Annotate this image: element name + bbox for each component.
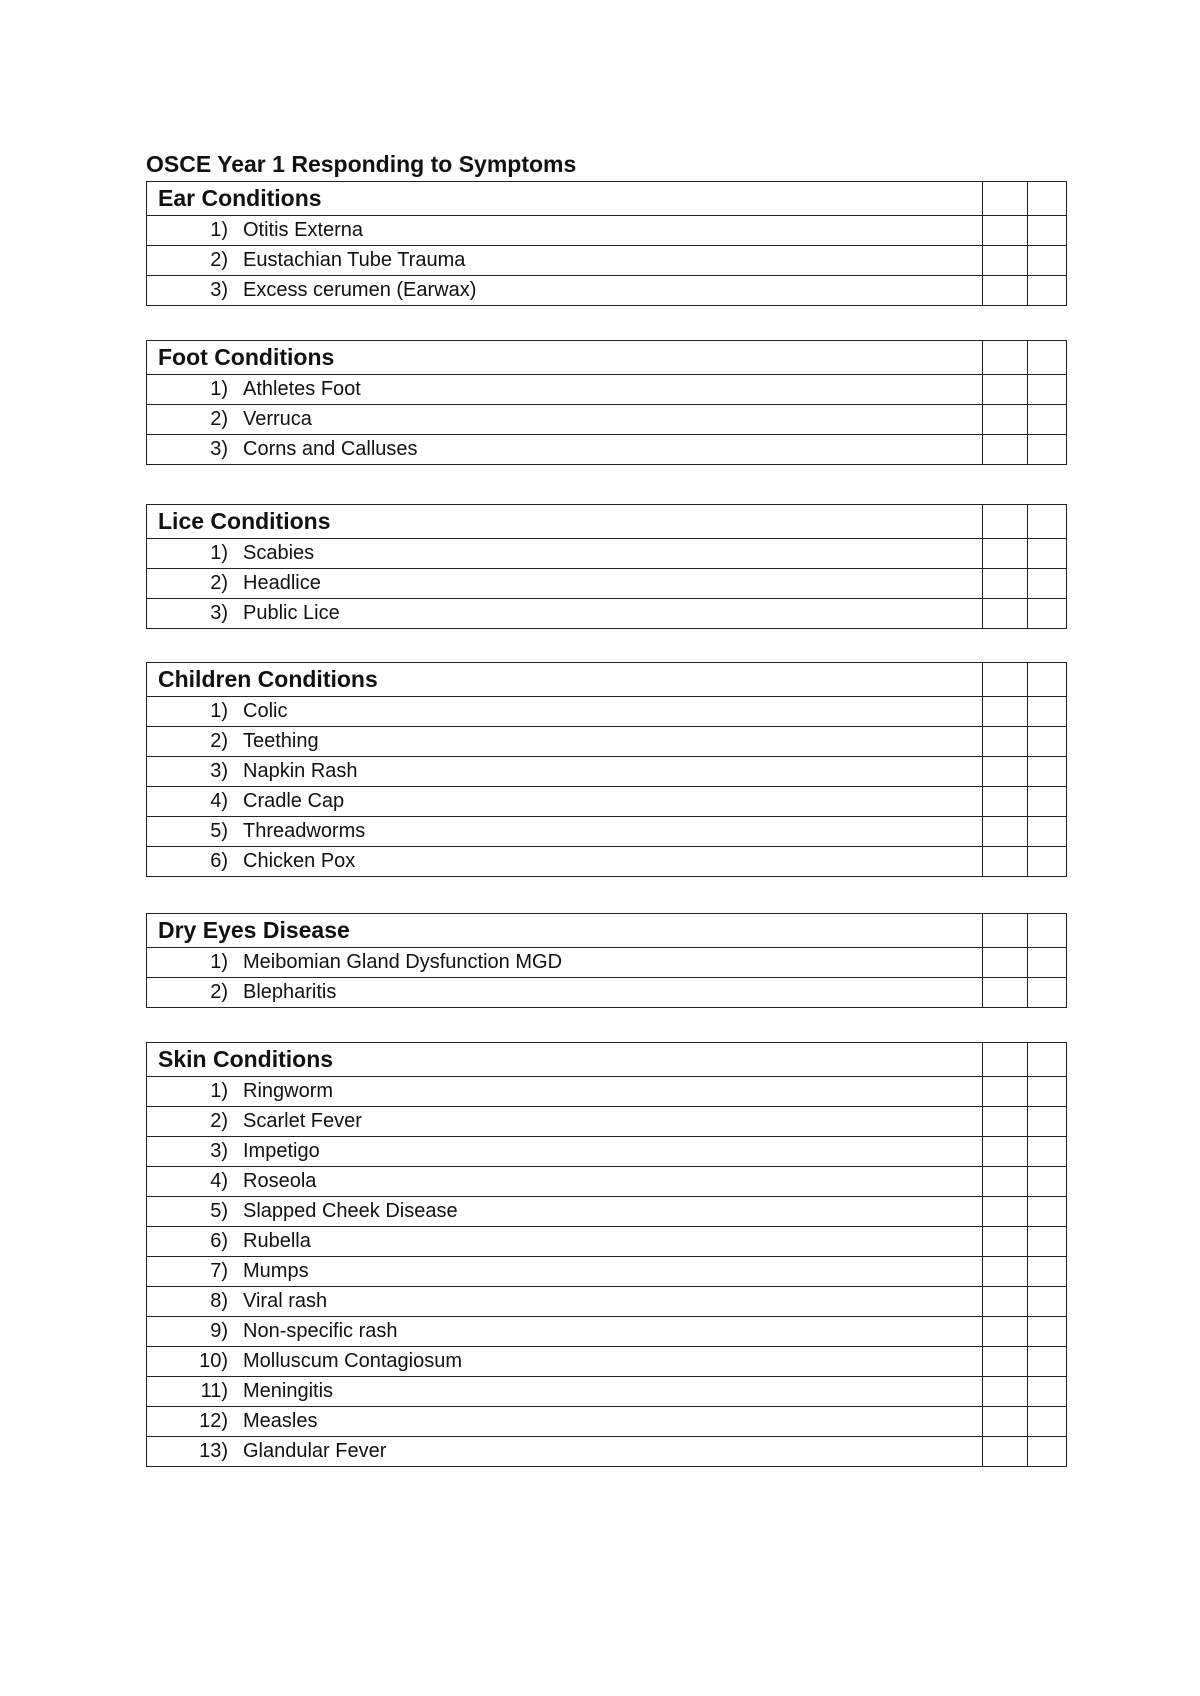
check-box-2[interactable] [1028, 375, 1067, 405]
check-box-1[interactable] [983, 1137, 1028, 1167]
item-cell [147, 978, 983, 1008]
item-label: Eustachian Tube Trauma [243, 249, 466, 271]
checklist-section-table [146, 504, 1067, 629]
item-content [147, 948, 982, 977]
item-label: Headlice [243, 572, 321, 594]
item-cell [147, 246, 983, 276]
check-box-2[interactable] [1028, 1287, 1067, 1317]
section-heading: Ear Conditions [158, 185, 322, 211]
checklist-item-row [147, 697, 1067, 727]
check-box-2[interactable] [1028, 948, 1067, 978]
check-box-1[interactable] [983, 1407, 1028, 1437]
check-box-2[interactable] [1028, 1317, 1067, 1347]
check-box-2[interactable] [1028, 1167, 1067, 1197]
section-heading-cell [147, 663, 983, 697]
check-box-2[interactable] [1028, 847, 1067, 877]
checklist-section-table [146, 662, 1067, 877]
section-header-row [147, 663, 1067, 697]
check-box-1[interactable] [983, 599, 1028, 629]
checklist-item-row [147, 1377, 1067, 1407]
check-box-1[interactable] [983, 978, 1028, 1008]
check-box-1[interactable] [983, 276, 1028, 306]
section-heading: Children Conditions [158, 666, 378, 692]
check-box-1[interactable] [983, 757, 1028, 787]
item-number: 5) [210, 820, 228, 842]
item-cell [147, 757, 983, 787]
item-label: Viral rash [243, 1290, 328, 1312]
check-box-2[interactable] [1028, 1107, 1067, 1137]
item-number: 1) [210, 219, 228, 241]
item-cell [147, 1137, 983, 1167]
item-content [147, 757, 982, 786]
check-box-2[interactable] [1028, 539, 1067, 569]
item-content [147, 1227, 982, 1256]
section-heading-cell [147, 1043, 983, 1077]
item-label: Meningitis [243, 1380, 334, 1402]
item-content [147, 727, 982, 756]
section-heading-cell [147, 505, 983, 539]
check-box-1[interactable] [983, 1043, 1028, 1077]
item-label: Scarlet Fever [243, 1110, 362, 1132]
section-heading: Foot Conditions [158, 344, 335, 370]
check-box-1[interactable] [983, 1257, 1028, 1287]
item-number: 3) [210, 279, 228, 301]
item-number: 13) [199, 1440, 228, 1462]
item-content [147, 569, 982, 598]
item-label: Ringworm [243, 1080, 334, 1102]
item-label: Napkin Rash [243, 760, 358, 782]
item-content [147, 787, 982, 816]
checklist-item-row [147, 599, 1067, 629]
item-cell [147, 276, 983, 306]
item-cell [147, 599, 983, 629]
item-label: Cradle Cap [243, 790, 345, 812]
check-box-1[interactable] [983, 1437, 1028, 1467]
section-header-row [147, 182, 1067, 216]
check-box-2[interactable] [1028, 1043, 1067, 1077]
item-number: 1) [210, 1080, 228, 1102]
checklist-item-row [147, 1287, 1067, 1317]
checklist-item-row [147, 539, 1067, 569]
check-box-2[interactable] [1028, 276, 1067, 306]
item-cell [147, 435, 983, 465]
checklist-item-row [147, 216, 1067, 246]
item-number: 8) [210, 1290, 228, 1312]
check-box-1[interactable] [983, 1287, 1028, 1317]
item-number: 5) [210, 1200, 228, 1222]
item-cell [147, 1197, 983, 1227]
checklist-item-row [147, 817, 1067, 847]
item-cell [147, 375, 983, 405]
item-cell [147, 948, 983, 978]
check-box-2[interactable] [1028, 182, 1067, 216]
section-header-row [147, 914, 1067, 948]
check-box-1[interactable] [983, 727, 1028, 757]
section-header-row [147, 341, 1067, 375]
item-label: Excess cerumen (Earwax) [243, 279, 477, 301]
item-content [147, 1437, 982, 1466]
checklist-item-row [147, 1347, 1067, 1377]
check-box-2[interactable] [1028, 727, 1067, 757]
item-content [147, 1347, 982, 1376]
item-cell [147, 569, 983, 599]
item-label: Roseola [243, 1170, 317, 1192]
check-box-2[interactable] [1028, 435, 1067, 465]
item-content [147, 216, 982, 245]
section-heading: Skin Conditions [158, 1046, 334, 1072]
item-number: 6) [210, 1230, 228, 1252]
item-label: Athletes Foot [243, 378, 361, 400]
item-content [147, 1317, 982, 1346]
item-cell [147, 847, 983, 877]
item-label: Public Lice [243, 602, 340, 624]
checklist-item-row [147, 1107, 1067, 1137]
checklist-item-row [147, 847, 1067, 877]
item-content [147, 1107, 982, 1136]
section-heading-cell [147, 914, 983, 948]
item-number: 7) [210, 1260, 228, 1282]
item-number: 1) [210, 378, 228, 400]
item-number: 11) [200, 1380, 228, 1402]
checklist-item-row [147, 276, 1067, 306]
item-number: 1) [210, 542, 228, 564]
checklist-item-row [147, 1197, 1067, 1227]
item-number: 2) [210, 572, 228, 594]
item-cell [147, 1107, 983, 1137]
item-label: Verruca [243, 408, 312, 430]
item-cell [147, 1377, 983, 1407]
checklist-item-row [147, 948, 1067, 978]
checklist-item-row [147, 375, 1067, 405]
checklist-section-table [146, 181, 1067, 306]
item-number: 2) [210, 1110, 228, 1132]
item-cell [147, 1317, 983, 1347]
check-box-1[interactable] [983, 948, 1028, 978]
check-box-2[interactable] [1028, 1437, 1067, 1467]
item-label: Meibomian Gland Dysfunction MGD [243, 951, 563, 973]
check-box-2[interactable] [1028, 1347, 1067, 1377]
item-content [147, 375, 982, 404]
item-label: Blepharitis [243, 981, 337, 1003]
check-box-2[interactable] [1028, 216, 1067, 246]
item-content [147, 1137, 982, 1166]
check-box-2[interactable] [1028, 757, 1067, 787]
section-heading: Dry Eyes Disease [158, 917, 350, 943]
check-box-2[interactable] [1028, 1227, 1067, 1257]
item-content [147, 405, 982, 434]
check-box-2[interactable] [1028, 341, 1067, 375]
checklist-item-row [147, 246, 1067, 276]
item-cell [147, 817, 983, 847]
item-number: 1) [210, 700, 228, 722]
item-cell [147, 727, 983, 757]
item-content [147, 1077, 982, 1106]
page-title: OSCE Year 1 Responding to Symptoms [146, 151, 577, 177]
item-label: Chicken Pox [243, 850, 356, 872]
checklist-item-row [147, 405, 1067, 435]
section-heading-cell [147, 182, 983, 216]
check-box-1[interactable] [983, 1377, 1028, 1407]
item-label: Teething [243, 730, 319, 752]
item-label: Threadworms [243, 820, 366, 842]
check-box-1[interactable] [983, 1167, 1028, 1197]
item-cell [147, 1167, 983, 1197]
item-content [147, 599, 982, 628]
item-cell [147, 697, 983, 727]
checklist-item-row [147, 1317, 1067, 1347]
item-label: Measles [243, 1410, 318, 1432]
item-label: Non-specific rash [243, 1320, 398, 1342]
check-box-1[interactable] [983, 697, 1028, 727]
section-heading: Lice Conditions [158, 508, 331, 534]
item-content [147, 1257, 982, 1286]
item-number: 2) [210, 730, 228, 752]
checklist-section-table [146, 913, 1067, 1008]
checklist-section-table [146, 340, 1067, 465]
check-box-1[interactable] [983, 663, 1028, 697]
item-number: 2) [210, 408, 228, 430]
item-number: 4) [210, 790, 228, 812]
item-cell [147, 1347, 983, 1377]
check-box-2[interactable] [1028, 787, 1067, 817]
item-cell [147, 216, 983, 246]
item-number: 6) [210, 850, 228, 872]
check-box-2[interactable] [1028, 1077, 1067, 1107]
check-box-2[interactable] [1028, 1377, 1067, 1407]
check-box-2[interactable] [1028, 1137, 1067, 1167]
checklist-item-row [147, 569, 1067, 599]
checklist-item-row [147, 1077, 1067, 1107]
item-cell [147, 1407, 983, 1437]
check-box-1[interactable] [983, 1347, 1028, 1377]
check-box-1[interactable] [983, 914, 1028, 948]
item-number: 9) [210, 1320, 228, 1342]
item-content [147, 276, 982, 305]
checklist-item-row [147, 435, 1067, 465]
item-number: 12) [199, 1410, 228, 1432]
item-label: Mumps [243, 1260, 309, 1282]
item-label: Slapped Cheek Disease [243, 1200, 458, 1222]
checklist-item-row [147, 1257, 1067, 1287]
item-label: Otitis Externa [243, 219, 364, 241]
check-box-2[interactable] [1028, 914, 1067, 948]
item-number: 4) [210, 1170, 228, 1192]
checklist-section-table [146, 1042, 1067, 1467]
check-box-1[interactable] [983, 435, 1028, 465]
check-box-1[interactable] [983, 539, 1028, 569]
item-content [147, 539, 982, 568]
checklist-item-row [147, 1437, 1067, 1467]
checklist-item-row [147, 787, 1067, 817]
check-box-1[interactable] [983, 1227, 1028, 1257]
item-cell [147, 1077, 983, 1107]
check-box-1[interactable] [983, 847, 1028, 877]
item-content [147, 817, 982, 846]
item-number: 3) [210, 1140, 228, 1162]
item-cell [147, 1437, 983, 1467]
check-box-1[interactable] [983, 1317, 1028, 1347]
checklist-item-row [147, 1167, 1067, 1197]
item-label: Molluscum Contagiosum [243, 1350, 462, 1372]
item-content [147, 847, 982, 876]
section-header-row [147, 505, 1067, 539]
item-cell [147, 539, 983, 569]
item-cell [147, 405, 983, 435]
check-box-1[interactable] [983, 569, 1028, 599]
check-box-1[interactable] [983, 341, 1028, 375]
check-box-1[interactable] [983, 1107, 1028, 1137]
check-box-2[interactable] [1028, 1197, 1067, 1227]
check-box-1[interactable] [983, 405, 1028, 435]
check-box-2[interactable] [1028, 569, 1067, 599]
item-number: 1) [210, 951, 228, 973]
item-number: 2) [210, 249, 228, 271]
check-box-2[interactable] [1028, 978, 1067, 1008]
item-cell [147, 1287, 983, 1317]
check-box-2[interactable] [1028, 405, 1067, 435]
check-box-1[interactable] [983, 1077, 1028, 1107]
item-label: Colic [243, 700, 288, 722]
item-number: 3) [210, 760, 228, 782]
item-content [147, 435, 982, 464]
item-cell [147, 1227, 983, 1257]
item-content [147, 1197, 982, 1226]
checklist-item-row [147, 1137, 1067, 1167]
check-box-1[interactable] [983, 375, 1028, 405]
item-label: Rubella [243, 1230, 311, 1252]
item-number: 10) [199, 1350, 228, 1372]
item-content [147, 978, 982, 1007]
check-box-2[interactable] [1028, 505, 1067, 539]
item-label: Glandular Fever [243, 1440, 387, 1462]
item-content [147, 1287, 982, 1316]
section-header-row [147, 1043, 1067, 1077]
item-label: Scabies [243, 542, 315, 564]
item-content [147, 246, 982, 275]
checklist-item-row [147, 1227, 1067, 1257]
check-box-2[interactable] [1028, 1257, 1067, 1287]
check-box-1[interactable] [983, 216, 1028, 246]
item-content [147, 697, 982, 726]
item-content [147, 1167, 982, 1196]
checklist-item-row [147, 1407, 1067, 1437]
item-number: 3) [210, 602, 228, 624]
check-box-1[interactable] [983, 246, 1028, 276]
item-label: Impetigo [243, 1140, 320, 1162]
item-content [147, 1377, 982, 1406]
check-box-1[interactable] [983, 1197, 1028, 1227]
check-box-2[interactable] [1028, 697, 1067, 727]
item-number: 3) [210, 438, 228, 460]
check-box-2[interactable] [1028, 817, 1067, 847]
check-box-1[interactable] [983, 182, 1028, 216]
check-box-2[interactable] [1028, 246, 1067, 276]
check-box-2[interactable] [1028, 599, 1067, 629]
section-heading-cell [147, 341, 983, 375]
check-box-2[interactable] [1028, 1407, 1067, 1437]
item-cell [147, 787, 983, 817]
check-box-1[interactable] [983, 505, 1028, 539]
checklist-item-row [147, 727, 1067, 757]
checklist-item-row [147, 757, 1067, 787]
item-number: 2) [210, 981, 228, 1003]
check-box-1[interactable] [983, 787, 1028, 817]
item-content [147, 1407, 982, 1436]
check-box-2[interactable] [1028, 663, 1067, 697]
check-box-1[interactable] [983, 817, 1028, 847]
item-label: Corns and Calluses [243, 438, 418, 460]
item-cell [147, 1257, 983, 1287]
checklist-item-row [147, 978, 1067, 1008]
